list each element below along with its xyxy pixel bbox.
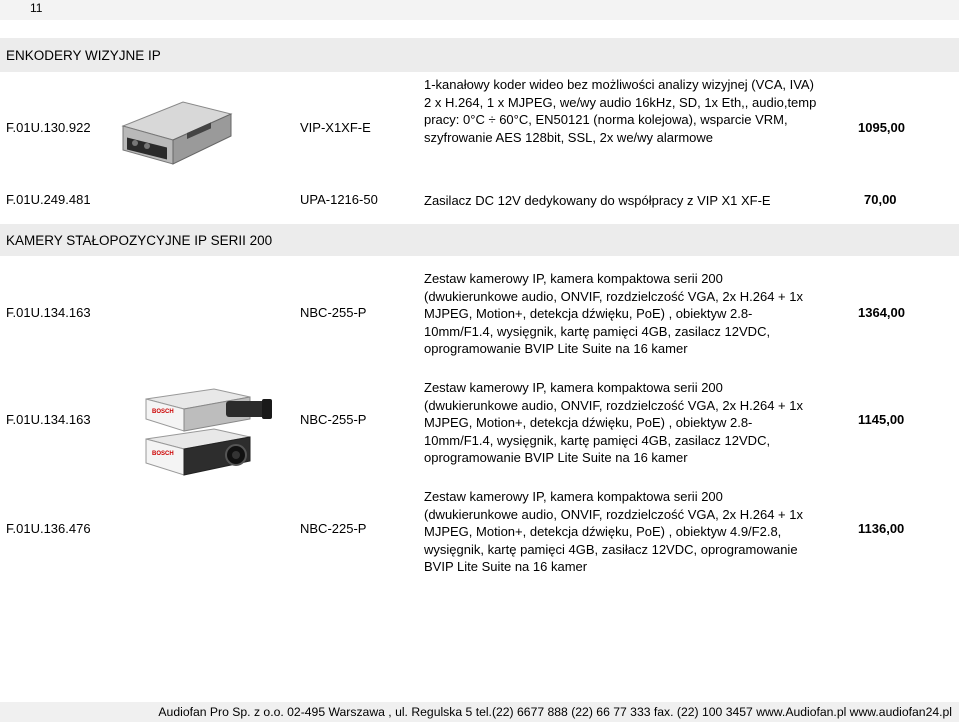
- footer-bar: [0, 702, 959, 722]
- page-number-bar: [0, 0, 959, 20]
- product-price: 1145,00: [858, 412, 905, 427]
- product-code: F.01U.134.163: [6, 412, 91, 427]
- product-description: Zestaw kamerowy IP, kamera kompaktowa serii 200 (dwukierunkowe audio, ONVIF, rozdzielczość VGA, 2x H.264 + 1x MJPEG, Motion+, detekcja dźwięku, PoE) , obiektyw 2.8-10mm/F1.4, wysięgnik, kartę pamięci 4GB, zasilacz 12VDC, oprogramowanie BVIP Lite Suite na 16 kamer: [424, 380, 803, 465]
- brand-logo: BOSCH: [152, 409, 174, 415]
- camera-image: [140, 385, 285, 483]
- product-row: [0, 379, 959, 469]
- product-description: Zasilacz DC 12V dedykowany do współpracy z VIP X1 XF-E: [424, 193, 771, 208]
- encoder-image: [113, 88, 233, 171]
- product-code: F.01U.249.481: [6, 192, 91, 207]
- product-price: 1095,00: [858, 120, 905, 135]
- product-price: 1364,00: [858, 305, 905, 320]
- product-model: VIP-X1XF-E: [300, 120, 371, 135]
- product-price: 70,00: [864, 192, 897, 207]
- product-description: 1-kanałowy koder wideo bez możliwości analizy wizyjnej (VCA, IVA) 2 x H.264, 1 x MJPEG, we/wy audio 16kHz, SD, 1x Eth,, audio,temp pracy: 0°C ÷ 60°C, EN50121 (norma kolejowa), wsparcie VRM, szyfrowanie AES 128bit, SSL, 2x we/wy alarmowe: [424, 77, 817, 145]
- section-title: KAMERY STAŁOPOZYCYJNE IP SERII 200: [6, 232, 273, 248]
- product-model: UPA-1216-50: [300, 192, 378, 207]
- product-row: [0, 270, 959, 360]
- product-row: [0, 192, 959, 212]
- product-model: NBC-255-P: [300, 412, 367, 427]
- product-model: NBC-225-P: [300, 521, 367, 536]
- product-model: NBC-255-P: [300, 305, 367, 320]
- product-description: Zestaw kamerowy IP, kamera kompaktowa serii 200 (dwukierunkowe audio, ONVIF, rozdzielczość VGA, 2x H.264 + 1x MJPEG, Motion+, detekcja dźwięku, PoE) , obiektyw 4.9/F2.8, wysięgnik, kartę pamięci 4GB, zasiłacz 12VDC, oprogramowanie BVIP Lite Suite na 16 kamer: [424, 489, 803, 574]
- brand-logo: BOSCH: [152, 451, 174, 457]
- section-header-cameras: [0, 224, 959, 256]
- product-code: F.01U.130.922: [6, 120, 91, 135]
- product-code: F.01U.134.163: [6, 305, 91, 320]
- section-header-encoders: [0, 38, 959, 72]
- product-price: 1136,00: [858, 521, 905, 536]
- footer-contact: Audiofan Pro Sp. z o.o. 02-495 Warszawa , ul. Regulska 5 tel.(22) 6677 888 (22) 66 77 333 fax. (22) 100 3457 www.Audiofan.pl www.audiofan24.pl: [158, 705, 952, 719]
- product-code: F.01U.136.476: [6, 521, 91, 536]
- product-description: Zestaw kamerowy IP, kamera kompaktowa serii 200 (dwukierunkowe audio, ONVIF, rozdzielczość VGA, 2x H.264 + 1x MJPEG, Motion+, detekcja dźwięku, PoE) , obiektyw 2.8-10mm/F1.4, wysięgnik, kartę pamięci 4GB, zasilacz 12VDC, oprogramowanie BVIP Lite Suite na 16 kamer: [424, 271, 803, 356]
- section-title: ENKODERY WIZYJNE IP: [6, 47, 161, 63]
- product-row: [0, 76, 959, 178]
- product-row: [0, 488, 959, 578]
- page-number: 11: [30, 1, 43, 15]
